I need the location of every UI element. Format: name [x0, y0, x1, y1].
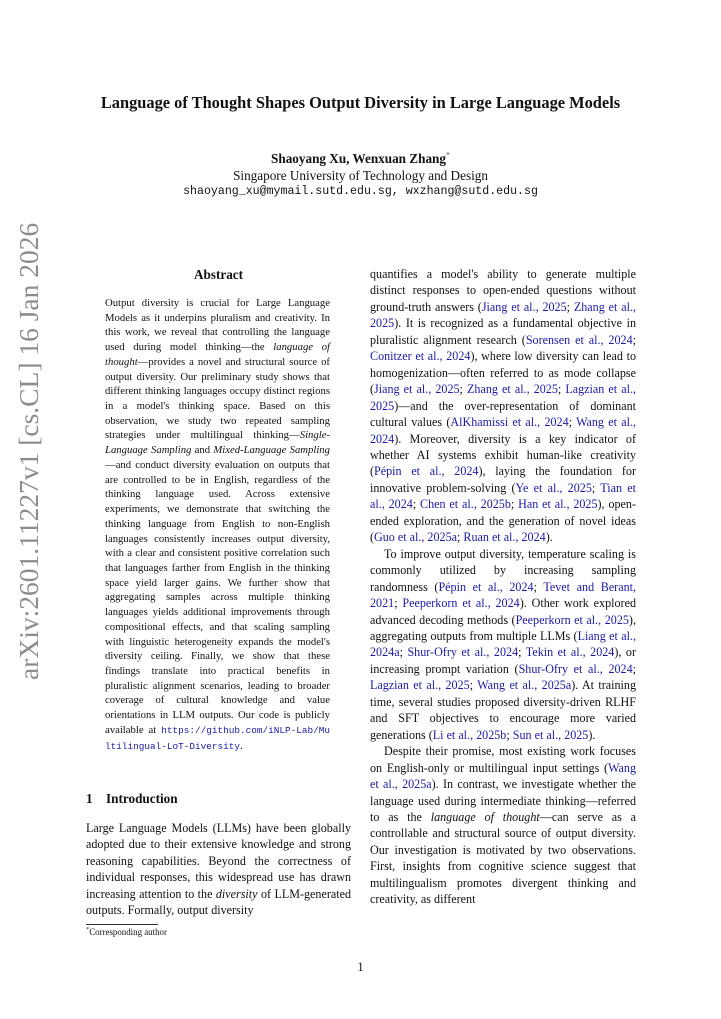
abstract-text: . — [240, 739, 243, 752]
body-text: ; — [557, 382, 566, 397]
intro-text: of LLM-generated outputs. Formally, output diversity — [86, 886, 351, 918]
citation-link[interactable]: Peeperkorn et al., 2024 — [402, 596, 520, 611]
citation-link[interactable]: Lagzian et al., 2025 — [370, 382, 637, 413]
section-title: Introduction — [106, 791, 178, 806]
body-text: ; — [459, 382, 468, 397]
body-text: ; — [412, 497, 421, 512]
body-text: ; — [632, 661, 637, 676]
citation-link[interactable]: Guo et al., 2025a — [374, 530, 457, 545]
author-block — [60, 151, 661, 201]
footnote — [86, 926, 167, 937]
citation-link[interactable]: Jiang et al., 2025 — [374, 382, 460, 397]
affiliation: Singapore University of Technology and Design — [233, 167, 488, 183]
citation-link[interactable]: Shur-Ofry et al., 2024 — [407, 645, 519, 660]
body-text: ; — [399, 645, 408, 660]
body-text: —can serve as a controllable and structural source of output diversity. Our investigation is motivated by two observations. First, insights from cognitive science suggest that multilingualism promotes divergent thinking and creativity, as different — [370, 809, 637, 907]
body-text: ). It is recognized as a fundamental objective in pluralistic alignment research ( — [370, 316, 636, 347]
abstract-emph: language of thought — [105, 341, 331, 368]
body-text: To improve output diversity, temperature scaling is commonly utilized by increasing sampling randomness ( — [370, 546, 636, 594]
abstract-emph: Single-Language Sampling — [105, 429, 330, 457]
footnote-text: Corresponding author — [89, 926, 167, 937]
emphasis-text: language of thought — [430, 809, 540, 824]
body-text: ; — [533, 579, 544, 594]
citation-link[interactable]: AlKhamissi et al., 2024 — [450, 415, 569, 430]
section-heading-introduction — [86, 791, 178, 807]
body-text: ), open-ended exploration, and the generation of novel ideas ( — [370, 497, 636, 545]
body-text: ). — [588, 727, 596, 742]
body-text: quantifies a model's ability to generate multiple distinct responses to open-ended questions without ground-truth answers ( — [370, 267, 636, 314]
citation-link[interactable]: Shur-Ofry et al., 2024 — [518, 661, 633, 676]
citation-link[interactable]: Conitzer et al., 2024 — [370, 349, 471, 364]
arxiv-stamp: arXiv:2601.11227v1 [cs.CL] 16 Jan 2026 — [13, 222, 44, 680]
intro-text: Large Language Models (LLMs) have been globally adopted due to their extensive knowledge and strong reasoning capabilities. Beyond the correctness of individual responses, this widespread use has drawn increasing attention to the — [86, 821, 351, 901]
paragraph — [370, 546, 636, 743]
body-text: ; — [591, 480, 601, 495]
abstract-text: —and conduct diversity evaluation on outputs that are controlled to be in English, regardless of the thinking language used. Across extensive experiments, we demonstrate that switching the thinking language from English to non-English languages consistently increases output diversity, with a clear and consistent positive correlation such that languages farther from English in the thinking space yield larger gains. We further show that aggregating samples across multiple thinking languages yields additional improvements through compositional effects, and that scaling sampling with linguistic heterogeneity expands the model's diversity ceiling. Finally, we show that these findings translate into practical benefits in pluralistic alignment scenarios, leading to broader coverage of cultural knowledge and value orientations in LLM outputs. Our code is publicly available at — [105, 458, 330, 736]
citation-link[interactable]: Chen et al., 2025b — [420, 497, 511, 512]
citation-link[interactable]: Pépin et al., 2024 — [374, 464, 479, 479]
body-text: ; — [568, 415, 577, 430]
citation-link[interactable]: Sorensen et al., 2024 — [525, 332, 633, 347]
citation-link[interactable]: Ruan et al., 2024 — [463, 530, 546, 545]
code-link[interactable]: https://github.com/iNLP-Lab/Multilingual-LoT-Diversity — [105, 724, 330, 752]
intro-paragraph — [86, 820, 351, 919]
body-text: ), or increasing prompt variation ( — [370, 645, 636, 676]
abstract-text: —provides a novel and structural source of output diversity. Our preliminary study shows that different thinking languages occupy distinct regions in a model's thinking space. Based on this observation, we study two repeated sampling strategies under multilingual thinking— — [105, 355, 330, 442]
citation-link[interactable]: Ye et al., 2025 — [515, 480, 592, 495]
abstract-heading: Abstract — [193, 267, 244, 282]
body-text: ), where low diversity can lead to homogenization—often referred to as mode collapse ( — [370, 349, 637, 397]
right-column — [370, 266, 636, 908]
citation-link[interactable]: Li et al., 2025b — [432, 727, 507, 742]
body-text: ; — [566, 299, 574, 314]
body-text: ; — [518, 645, 526, 660]
citation-link[interactable]: Zhang et al., 2025 — [467, 382, 558, 397]
body-text: ). — [545, 530, 553, 545]
intro-emph: diversity — [215, 886, 258, 901]
citation-link[interactable]: Liang et al., 2024a — [370, 628, 636, 660]
abstract-text: and — [191, 444, 214, 457]
citation-link[interactable]: Tian et al., 2024 — [370, 480, 636, 512]
body-text: ; — [394, 596, 403, 611]
body-text: ). In contrast, we investigate whether the language used during intermediate thinking—referred to as the — [370, 777, 637, 824]
body-text: ; — [510, 497, 519, 512]
author-emails: shaoyang_xu@mymail.sutd.edu.sg, wxzhang@sutd.edu.sg — [183, 185, 538, 198]
citation-link[interactable]: Wang et al., 2025a — [370, 760, 636, 792]
citation-link[interactable]: Tevet and Berant, 2021 — [370, 579, 637, 611]
citation-link[interactable]: Zhang et al., 2025 — [370, 299, 636, 331]
page-number: 1 — [357, 960, 364, 974]
citation-link[interactable]: Tekin et al., 2024 — [525, 645, 615, 660]
body-text: ; — [506, 727, 513, 742]
citation-link[interactable]: Wang et al., 2025a — [477, 678, 572, 693]
body-text: ; — [632, 332, 636, 347]
body-text: ), laying the foundation for innovative problem-solving ( — [370, 464, 636, 495]
citation-link[interactable]: Lagzian et al., 2025 — [370, 678, 470, 693]
author-footnote-mark: * — [445, 150, 450, 160]
citation-link[interactable]: Han et al., 2025 — [518, 497, 598, 512]
body-text: ), aggregating outputs from multiple LLMs ( — [370, 612, 636, 643]
paragraph — [370, 743, 636, 908]
paragraph — [370, 266, 636, 546]
body-text: ). Moreover, diversity is a key indicator of whether AI systems exhibit human-like creativity ( — [370, 431, 636, 479]
body-text: )—and the over-representation of dominant cultural values ( — [370, 398, 636, 430]
citation-link[interactable]: Peeperkorn et al., 2025 — [515, 612, 629, 627]
footnote-mark: * — [86, 926, 90, 933]
paper-title: Language of Thought Shapes Output Diversity in Large Language Models — [100, 93, 621, 112]
citation-link[interactable]: Sun et al., 2025 — [512, 727, 589, 742]
citation-link[interactable]: Jiang et al., 2025 — [481, 299, 567, 314]
body-text: ). Other work explored advanced decoding methods ( — [370, 596, 636, 627]
body-text: ; — [469, 678, 478, 693]
citation-link[interactable]: Wang et al., 2024 — [370, 415, 636, 446]
author-names: Shaoyang Xu, Wenxuan Zhang — [271, 151, 446, 166]
citation-link[interactable]: Pépin et al., 2024 — [438, 579, 534, 594]
section-number: 1 — [86, 791, 93, 806]
body-text: Despite their promise, most existing work focuses on English-only or multilingual input settings ( — [370, 744, 636, 775]
body-text: ; — [457, 530, 464, 545]
abstract-text: Output diversity is crucial for Large Language Models as it underpins pluralism and creativity. In this work, we reveal that controlling the language used during model thinking—the — [105, 297, 330, 354]
abstract-emph: Mixed-Language Sampling — [213, 444, 330, 457]
body-text: ). At training time, several studies proposed diversity-driven RLHF and SFT objectives to encourage more varied generations ( — [370, 678, 636, 742]
abstract-body — [105, 296, 330, 754]
footnote-rule — [86, 924, 158, 925]
